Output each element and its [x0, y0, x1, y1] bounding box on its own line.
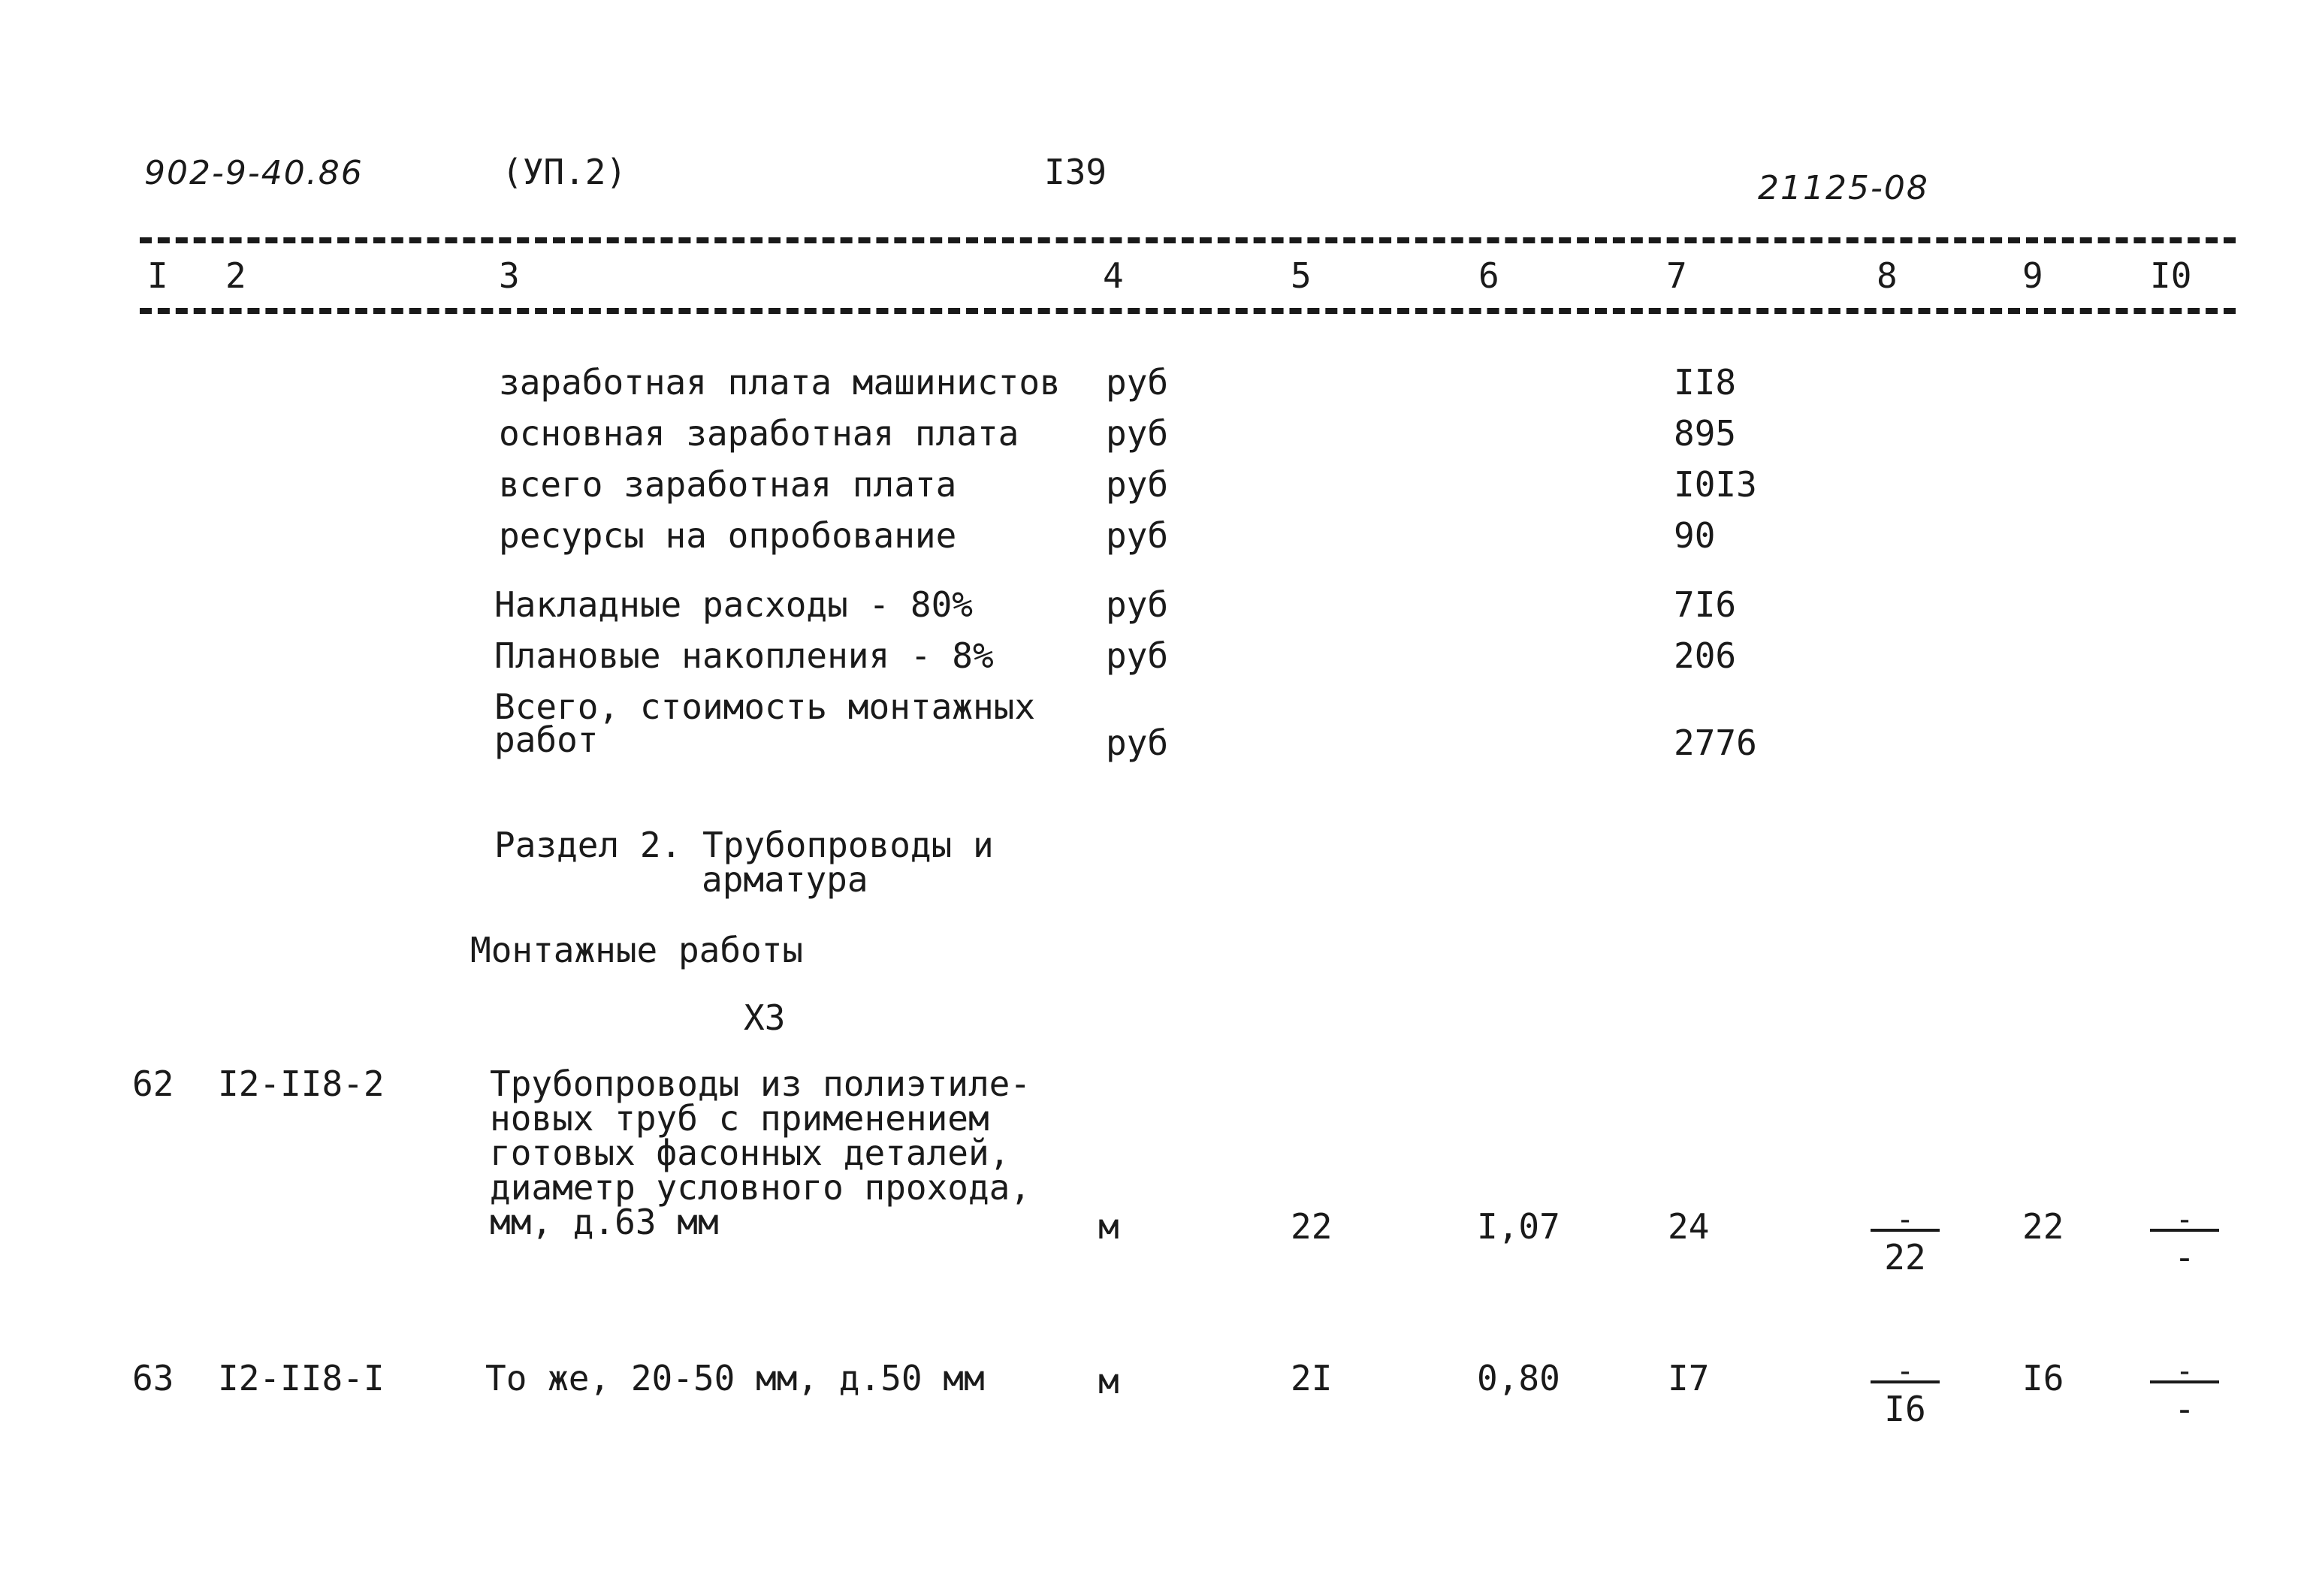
- fraction-denominator: 22: [1884, 1237, 1926, 1278]
- cost-row-unit: руб: [1106, 584, 1169, 625]
- fraction-numerator: -: [1871, 1364, 1940, 1383]
- column-header-4: 4: [1103, 255, 1124, 296]
- fraction-numerator: -: [2150, 1364, 2219, 1383]
- cost-row-unit: руб: [1106, 464, 1169, 505]
- item-code: I2-II8-2: [218, 1063, 385, 1104]
- cost-row-value: 90: [1674, 515, 1716, 556]
- total-row-name-line2: работ: [494, 720, 599, 760]
- header-bottom-rule: [140, 308, 2236, 314]
- section-title-line2: арматура: [702, 859, 868, 900]
- cost-row-unit: руб: [1106, 413, 1169, 454]
- cost-row-name: заработная плата машинистов: [499, 362, 1061, 403]
- cost-row-unit: руб: [1106, 515, 1169, 556]
- column-header-8: 8: [1877, 255, 1898, 296]
- total-row-value: 2776: [1674, 723, 1757, 763]
- item-col10-fraction: [2150, 1354, 2219, 1430]
- item-description-line: новых труб с применением: [490, 1098, 989, 1139]
- item-unit: м: [1098, 1206, 1119, 1247]
- inventory-number: 21125-08: [1758, 169, 1929, 207]
- item-number: 62: [132, 1063, 174, 1104]
- cost-row-name: основная заработная плата: [499, 413, 1019, 454]
- cost-row-value: 895: [1674, 413, 1737, 454]
- subsection-title: Монтажные работы: [470, 930, 804, 970]
- column-header-9: 9: [2022, 255, 2043, 296]
- cost-row-value: II8: [1674, 362, 1737, 403]
- item-description-line: мм, д.63 мм: [490, 1202, 719, 1242]
- item-description-line: То же, 20-50 мм, д.50 мм: [485, 1358, 985, 1398]
- fraction-numerator: -: [2150, 1212, 2219, 1232]
- item-col8-fraction: [1871, 1202, 1940, 1278]
- section-title-line1: Раздел 2. Трубопроводы и: [494, 825, 994, 865]
- item-col6-value: I,07: [1477, 1206, 1560, 1247]
- cost-row-unit: руб: [1106, 635, 1169, 676]
- group-code: Х3: [744, 997, 786, 1038]
- item-col9-value: I6: [2022, 1358, 2064, 1398]
- item-col10-fraction: [2150, 1202, 2219, 1278]
- item-description-line: Трубопроводы из полиэтиле-: [490, 1063, 1031, 1104]
- item-col5-value: 22: [1291, 1206, 1333, 1247]
- fraction-denominator: -: [2174, 1237, 2195, 1278]
- fraction-denominator: -: [2174, 1389, 2195, 1429]
- item-unit: м: [1098, 1361, 1119, 1401]
- page-number: I39: [1044, 152, 1107, 192]
- column-header-2: 2: [225, 255, 246, 296]
- cost-row-unit: руб: [1106, 362, 1169, 403]
- column-header-1: I: [147, 255, 168, 296]
- column-header-6: 6: [1478, 255, 1499, 296]
- total-row-name-line1: Всего, стоимость монтажных: [494, 686, 1036, 727]
- cost-row-name: ресурсы на опробование: [499, 515, 957, 556]
- total-row-unit: руб: [1106, 723, 1169, 763]
- cost-row-name: всего заработная плата: [499, 464, 957, 505]
- cost-row-value: 7I6: [1674, 584, 1737, 625]
- item-col9-value: 22: [2022, 1206, 2064, 1247]
- item-col7-value: I7: [1668, 1358, 1710, 1398]
- album-reference: (УП.2): [502, 152, 627, 192]
- column-header-7: 7: [1666, 255, 1687, 296]
- cost-row-value: 206: [1674, 635, 1737, 676]
- fraction-numerator: -: [1871, 1212, 1940, 1232]
- header-top-rule: [140, 237, 2236, 243]
- fraction-denominator: I6: [1884, 1389, 1926, 1429]
- item-col7-value: 24: [1668, 1206, 1710, 1247]
- item-number: 63: [132, 1358, 174, 1398]
- item-description-line: готовых фасонных деталей,: [490, 1133, 1010, 1173]
- item-col6-value: 0,80: [1477, 1358, 1560, 1398]
- column-header-5: 5: [1291, 255, 1312, 296]
- document-code: 902-9-40.86: [144, 154, 364, 192]
- item-col5-value: 2I: [1291, 1358, 1333, 1398]
- cost-row-value: I0I3: [1674, 464, 1757, 505]
- cost-row-name: Плановые накопления - 8%: [494, 635, 994, 676]
- column-header-3: 3: [499, 255, 520, 296]
- item-code: I2-II8-I: [218, 1358, 385, 1398]
- cost-row-name: Накладные расходы - 80%: [494, 584, 973, 625]
- column-header-10: I0: [2150, 255, 2192, 296]
- item-col8-fraction: [1871, 1354, 1940, 1430]
- item-description-line: диаметр условного прохода,: [490, 1167, 1031, 1208]
